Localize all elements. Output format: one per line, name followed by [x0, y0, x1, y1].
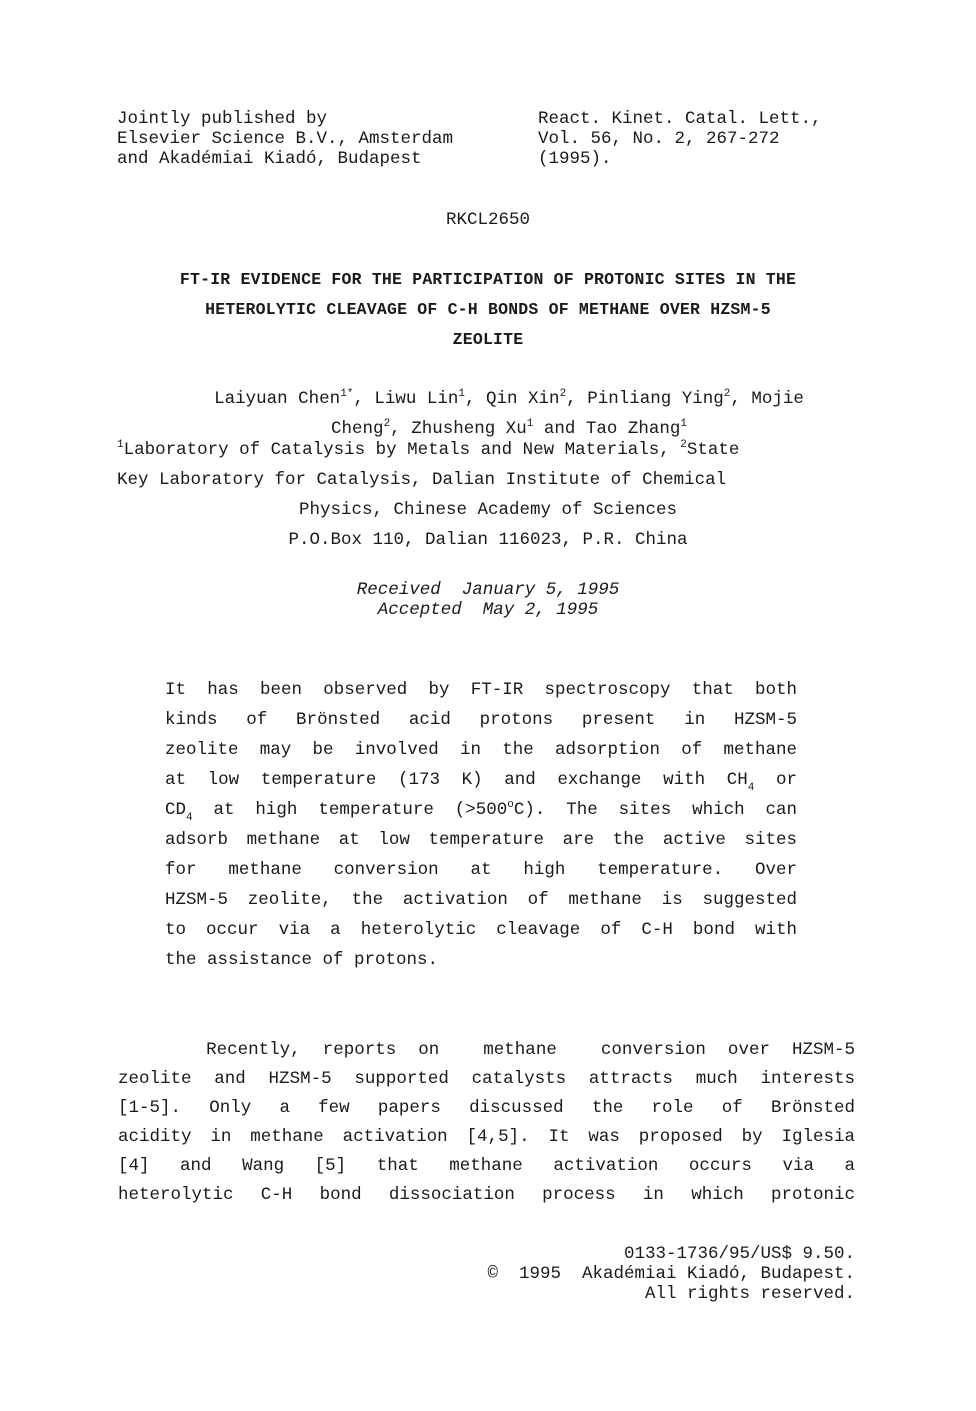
body-line: zeolite and HZSM-5 supported catalysts attracts much interests [118, 1069, 855, 1089]
affiliation-line: P.O.Box 110, Dalian 116023, P.R. China [288, 530, 688, 550]
author-line: Laiyuan Chen$^{1*}$, Liwu Lin$^1$, Qin Xin$^2$, Pinliang Ying$^2$, Mojie [214, 388, 804, 409]
author-name: Mojie [751, 389, 804, 409]
affiliation-line: $^1$Laboratory of Catalysis by Metals and New Materials, $^2$State [117, 439, 740, 460]
author-name: Cheng [331, 419, 384, 439]
abstract-line: at low temperature (173 K) and exchange with $CH_4$ or [165, 770, 797, 794]
author-line: Cheng$^2$, Zhusheng Xu$^1$ and Tao Zhang$^1$ [331, 418, 687, 439]
copyright-line: © 1995 Akadémiai Kiadó, Budapest. [487, 1264, 855, 1284]
author-name: Liwu Lin [374, 389, 459, 409]
abstract-line: It has been observed by FT-IR spectroscopy that both [165, 680, 797, 700]
abstract-line: kinds of Brönsted acid protons present in HZSM-5 [165, 710, 797, 730]
rights-line: All rights reserved. [644, 1284, 855, 1304]
author-name: Laiyuan Chen [214, 389, 341, 409]
abstract-line: to occur via a heterolytic cleavage of C-H bond with [165, 920, 797, 940]
affiliation-line: Physics, Chinese Academy of Sciences [298, 500, 678, 520]
author-name: Tao Zhang [585, 419, 681, 439]
body-line: heterolytic C-H bond dissociation process in which protonic [118, 1185, 855, 1205]
journal-line: (1995). [538, 149, 612, 169]
abstract-line: $CD_4$ at high temperature $(>500^oC)$. The sites which can [165, 799, 798, 824]
author-name: Qin Xin [486, 389, 560, 409]
abstract-line: for methane conversion at high temperature. Over [165, 860, 797, 880]
abstract-line: HZSM-5 zeolite, the activation of methane is suggested [165, 890, 797, 910]
publisher-line: Elsevier Science B.V., Amsterdam [117, 129, 454, 149]
abstract-line: adsorb methane at low temperature are the active sites [165, 830, 797, 850]
body-line: [4] and Wang [5] that methane activation occurs via a [118, 1156, 855, 1176]
abstract-line: zeolite may be involved in the adsorption of methane [165, 740, 797, 760]
accepted-date: Accepted May 2, 1995 [377, 600, 599, 620]
title-line: FT-IR EVIDENCE FOR THE PARTICIPATION OF PROTONIC SITES IN THE [179, 270, 797, 289]
article-code: RKCL2650 [445, 210, 530, 230]
title-line: ZEOLITE [452, 330, 524, 349]
publisher-line: Jointly published by [117, 109, 328, 129]
body-line: Recently, reports on methane conversion over HZSM-5 [118, 1040, 855, 1060]
publisher-line: and Akadémiai Kiadó, Budapest [117, 149, 422, 169]
body-line: [1-5]. Only a few papers discussed the role of Brönsted [118, 1098, 855, 1118]
received-date: Received January 5, 1995 [356, 580, 620, 600]
price-code: 0133-1736/95/US$ 9.50. [623, 1244, 855, 1264]
title-line: HETEROLYTIC CLEAVAGE OF C-H BONDS OF METHANE OVER HZSM-5 [205, 300, 771, 319]
abstract-line: the assistance of protons. [165, 950, 439, 970]
author-name: Zhusheng Xu [411, 419, 527, 439]
body-line: acidity in methane activation [4,5]. It was proposed by Iglesia [118, 1127, 855, 1147]
journal-line: React. Kinet. Catal. Lett., [538, 109, 822, 129]
journal-line: Vol. 56, No. 2, 267-272 [538, 129, 780, 149]
author-name: Pinliang Ying [587, 389, 724, 409]
affiliation-line: Key Laboratory for Catalysis, Dalian Institute of Chemical [117, 470, 727, 490]
